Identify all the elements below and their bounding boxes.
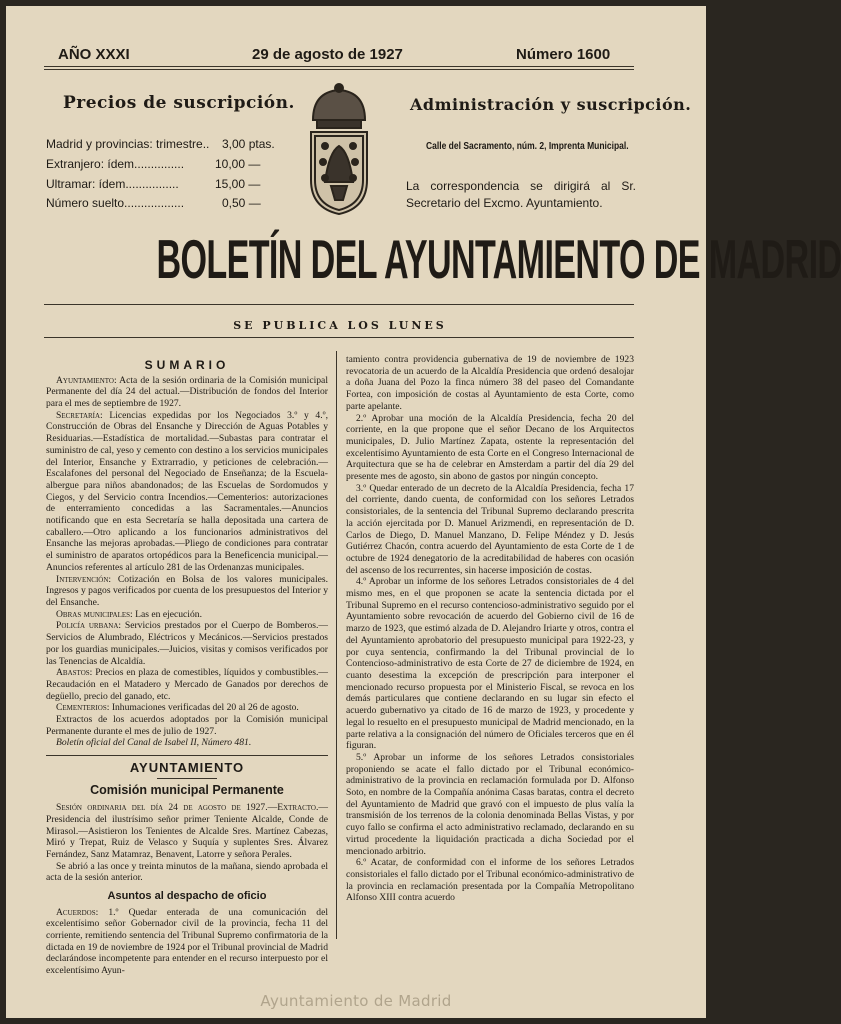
price-row — [46, 157, 261, 171]
column-divider — [336, 351, 337, 939]
admin-note: La correspondencia se dirigirá al Sr. Secretario del Excmo. Ayuntamiento. — [406, 179, 636, 210]
price-label: Extranjero: ídem............... — [46, 157, 185, 171]
sumario-item: Secretaría: Licencias expedidas por los Negociados 3.º y 4.º, Construcción de Obras del Ensanche y Dirección de Aguas Potables y Residuarias.—Estadística de mortalidad.—Subastas para contratar el suministro de cal, yeso y cemento con destino a los servicios municipales del Interior, Ensanche y Extrarradio, y peticiones de celebración.—Escalafones del personal del Negociado de Enseñanza; de la Escuela-albergue para niños abandonados; de las Escuelas de Sordomudos y Ciegos, y del Servicio contra Incendios.—Cementerios: autorizaciones de enterramiento concedidas a las Sacramentales.—Anuncios notificando que en esta Secretaría se halla depositada una cartera de caballero.—Otro aplicando a los funcionarios administrativos del Ensanche las mejoras aprobadas.—Pliego de condiciones para contratar el suministro de aparatos ortopédicos para la Beneficencia municipal.—Anuncios referentes al artículo 281 de las Ordenanzas municipales. — [46, 409, 328, 573]
issue-number: Número 1600 — [516, 46, 611, 63]
masthead-rule — [44, 304, 634, 305]
tagline: SE PUBLICA LOS LUNES — [233, 319, 447, 332]
commission-title: Comisión municipal Permanente — [90, 782, 284, 797]
sumario-item: Cementerios: Inhumaciones verificadas del 20 al 26 de agosto. — [56, 702, 299, 714]
header-rule — [44, 66, 634, 67]
sumario-item: Policía urbana: Servicios prestados por el Cuerpo de Bomberos.—Servicios de Alumbrado, Eléctricos y Mecánicos.—Servicios prestados por los guardias municipales.—Juicios, visitas y comisos verificados por las Tenencias de Alcaldía. — [46, 620, 328, 667]
sumario-title: SUMARIO — [144, 358, 230, 372]
admin-address: Calle del Sacramento, núm. 2, Imprenta Municipal. — [426, 141, 629, 152]
right-paragraph: 2.º Aprobar una moción de la Alcaldía Presidencia, fecha 20 del corriente, en la que propone que el señor Decano de los Arquitectos municipales, D. Julio Martínez Zapata, ostente la representación del excelentísimo Ayuntamiento de esta Corte en el Congreso Internacional de Arquitectura que se ha de celebrar en Amsterdam a partir del día 29 del presente mes de agosto, sin abono de gastos por ningún concepto. — [346, 412, 634, 483]
sumario-item: Extractos de los acuerdos adoptados por la Comisión municipal Permanente durante el mes de julio de 1927. — [46, 714, 328, 737]
right-paragraph: 3.º Quedar enterado de un decreto de la Alcaldía Presidencia, fecha 17 del corriente, dando cuenta, de conformidad con los señores Letrados consistoriales, de la sentencia del Tribunal Supremo declarando prescrita la acción ejercitada por D. Manuel Arizmendi, en representación de D. Carlos de Diego, D. Manuel Manzano, D. Felipe Méndez y D. Jesús Gutiérrez Chacón, contra acuerdo del Ayuntamiento de esta Corte de 1 de octubre de 1924 denegatorio de la acreditabilidad de haberes con ocasión del ascenso de los recurrentes, sin hacerse imposición de costas. — [346, 482, 634, 576]
office-title: Asuntos al despacho de oficio — [107, 890, 267, 903]
section-short-rule — [157, 778, 217, 779]
price-label: Ultramar: ídem................ — [46, 177, 179, 191]
section-title: AYUNTAMIENTO — [129, 760, 245, 776]
year-label: AÑO XXXI — [58, 46, 130, 63]
price-label: Madrid y provincias: trimestre.. — [46, 137, 210, 151]
price-row — [46, 177, 261, 191]
newspaper-page — [6, 6, 841, 1018]
watermark: Ayuntamiento de Madrid — [260, 992, 452, 1010]
sumario-item: Obras municipales: Las en ejecución. — [56, 608, 202, 620]
sumario-item: Intervención: Cotización en Bolsa de los valores municipales. Ingresos y pagos verificados por cuenta de los presupuestos del Interior y del Ensanche. — [46, 573, 328, 608]
coat-of-arms-icon — [303, 82, 375, 218]
right-paragraph: 5.º Aprobar un informe de los señores Letrados consistoriales proponiendo se acate el fallo dictado por el Tribunal económico-administrativo de la provincia en reclamación formulada por D. Alfonso Soto, en nombre de la Compañía anónima Casas baratas, contra el decreto del Ayuntamiento de Madrid que gravó con el impuesto de plus valía la transmisión de los terrenos de la colonia denominada Bellas Vistas, y por cuyo fallo se confirma el acto administrativo reclamado, declarando en su virtud procedente la liquidación practicada a dicha Sociedad por el mencionado arbitrio. — [346, 751, 634, 857]
left-column — [46, 354, 328, 977]
sumario-item: Abastos: Precios en plaza de comestibles, líquidos y combustibles.—Recaudación en el Matadero y Mercado de Ganados por derechos de degüello, precio del ganado, etc. — [46, 667, 328, 702]
right-paragraph: 4.º Aprobar un informe de los señores Letrados consistoriales de 4 del mismo mes, en el que proponen se acate la sentencia dictada por el Tribunal Supremo en el recurso contencioso-administrativo seguido por el Ayuntamiento sobre revocación de acuerdo del Gobierno civil de 16 de marzo de 1923, que estimó alzada de D. Alejandro Iriarte y otros, contra el del Ayuntamiento aprobatorio del presupuesto municipal para 1922-23, y por cuya sentencia, confirmando la del Tribunal provincial de lo Contencioso-administrativo de esta Corte de 27 de diciembre de 1924, en cuanto desestima la excepción de prescripción para interponer el mencionado recurso propuesta por el Ministerio Fiscal, se revoca en los demás particulares que contiene declarando en su lugar sin efecto el acuerdo gubernativo ya citado de 16 de marzo de 1923, y procedente y legal lo resuelto en el presupuesto municipal de Madrid mencionado, en la parte relativa a la consignación del número de Oficiales terceros que en él figuran. — [346, 576, 634, 752]
session-paragraph-2: Se abrió a las once y treinta minutos de la mañana, siendo aprobada el acta de la sesión anterior. — [46, 860, 328, 884]
sumario-item: Boletín oficial del Canal de Isabel II, Número 481. — [56, 737, 252, 749]
right-column — [346, 354, 634, 904]
header-rule-2 — [44, 69, 634, 70]
subscription-title: Precios de suscripción. — [63, 93, 295, 113]
masthead-title: BOLETÍN DEL AYUNTAMIENTO DE MADRID — [156, 228, 841, 290]
price-value: 10,00 — — [215, 157, 261, 171]
tagline-rule — [44, 337, 634, 338]
price-row — [46, 196, 261, 210]
session-paragraph: Sesión ordinaria del día 24 de agosto de 1927.—Extracto.—Presidencia del ilustrísimo señor primer Teniente Alcalde, Conde de Mirasol.—Asistieron los Tenientes de Alcalde Sres. Martínez Cabezas, Miró y Trepat, Ruiz de Velasco y Suquía y suplentes Sres. Álvarez Fernández, Sanz Matamraz, Benavent, Latorre y señora Perales. — [46, 802, 328, 861]
price-value: 0,50 — — [222, 196, 261, 210]
office-paragraph: Acuerdos: 1.º Quedar enterada de una comunicación del excelentísimo señor Gobernador civil de la provincia, fecha 11 del corriente, remitiendo sentencia del Tribunal Supremo confirmatoria de la dictada en 19 de noviembre de 1924 por el Tribunal provincial de Madrid declarándose incompetente para entender en el recurso interpuesto por el excelentísimo Ayun- — [46, 906, 328, 977]
section-rule — [46, 755, 328, 756]
right-paragraph: tamiento contra providencia gubernativa de 19 de noviembre de 1923 revocatoria de un acuerdo de la Alcaldía Presidencia que ordenó desalojar a doña Juana del Pozo la finca número 38 del paseo del Comandante Fortea, con imposición de costas al Ayuntamiento de esta Corte, como parte apelante. — [346, 354, 634, 412]
right-paragraph: 6.º Acatar, de conformidad con el informe de los señores Letrados consistoriales el fallo dictado por el Tribunal económico-administrativo de la provincia en reclamación presentada por la Compañía Metropolitano Alfonso XIII contra acuerdo — [346, 857, 634, 904]
admin-title: Administración y suscripción. — [410, 95, 692, 114]
price-label: Número suelto.................. — [46, 196, 185, 210]
price-row — [46, 137, 275, 151]
issue-date: 29 de agosto de 1927 — [252, 46, 403, 63]
sumario-item: Ayuntamiento: Acta de la sesión ordinaria de la Comisión municipal Permanente del día 24 del actual.—Distribución de fondos del Interior para el mes de septiembre de 1927. — [46, 374, 328, 410]
price-value: 15,00 — — [215, 177, 261, 191]
price-value: 3,00 ptas. — [222, 137, 275, 151]
